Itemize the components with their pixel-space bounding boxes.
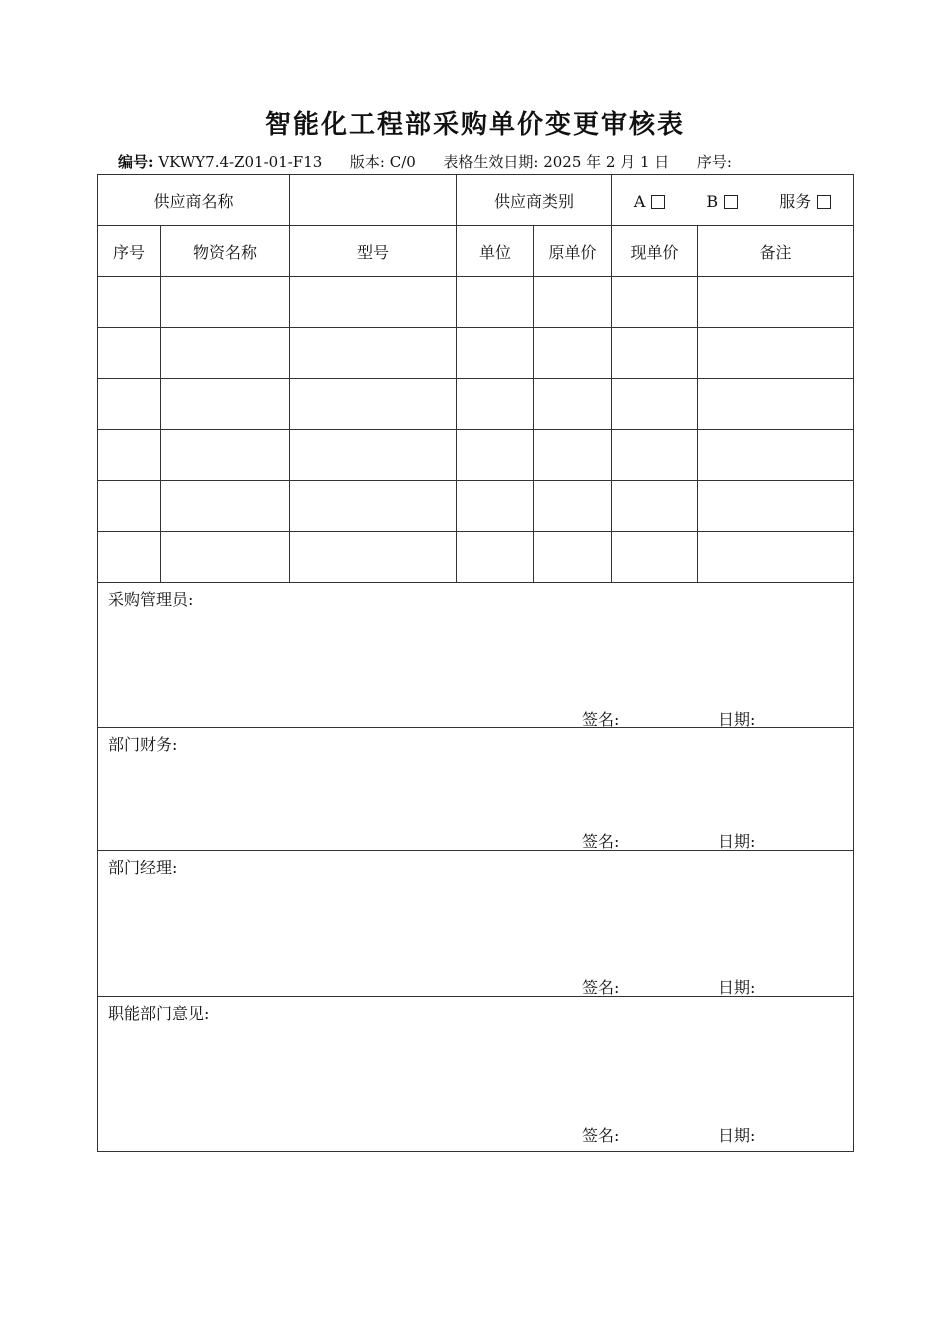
cell[interactable] xyxy=(534,430,612,481)
cell[interactable] xyxy=(612,532,698,583)
table-row xyxy=(98,481,854,532)
cell[interactable] xyxy=(698,481,854,532)
cell[interactable] xyxy=(698,379,854,430)
approval-table xyxy=(97,174,854,1152)
code-value: VKWY7.4-Z01-01-F13 xyxy=(158,153,323,171)
form-meta-line xyxy=(118,151,732,172)
cell[interactable] xyxy=(290,379,457,430)
cell[interactable] xyxy=(612,379,698,430)
section-functional-dept xyxy=(98,997,854,1152)
col-header-model: 型号 xyxy=(290,226,457,277)
version-label: 版本: xyxy=(349,153,385,171)
cell[interactable] xyxy=(161,277,290,328)
date-label: 日期: xyxy=(718,710,756,729)
signature-label: 签名: xyxy=(582,978,620,997)
cell[interactable] xyxy=(290,430,457,481)
cell[interactable] xyxy=(698,277,854,328)
effective-date-label: 表格生效日期: xyxy=(443,153,539,171)
cell[interactable] xyxy=(290,277,457,328)
section-cell[interactable] xyxy=(98,728,854,851)
code-label: 编号: xyxy=(118,153,154,171)
cell[interactable] xyxy=(98,379,161,430)
cell[interactable] xyxy=(612,277,698,328)
cell[interactable] xyxy=(457,430,534,481)
cell[interactable] xyxy=(161,430,290,481)
cell[interactable] xyxy=(698,532,854,583)
cell[interactable] xyxy=(612,430,698,481)
col-header-remark: 备注 xyxy=(698,226,854,277)
section-label: 职能部门意见: xyxy=(108,1004,210,1023)
cell[interactable] xyxy=(290,532,457,583)
cell[interactable] xyxy=(612,328,698,379)
table-row xyxy=(98,277,854,328)
col-header-serial: 序号 xyxy=(98,226,161,277)
supplier-type-label: 供应商类别 xyxy=(457,175,612,226)
section-cell[interactable] xyxy=(98,997,854,1152)
checkbox-icon[interactable] xyxy=(817,195,831,209)
col-header-material: 物资名称 xyxy=(161,226,290,277)
cell[interactable] xyxy=(98,532,161,583)
table-row xyxy=(98,430,854,481)
cell[interactable] xyxy=(534,328,612,379)
section-dept-manager xyxy=(98,851,854,997)
signature-label: 签名: xyxy=(582,832,620,851)
cell[interactable] xyxy=(698,328,854,379)
signature-label: 签名: xyxy=(582,1126,620,1145)
table-row xyxy=(98,379,854,430)
cell[interactable] xyxy=(612,481,698,532)
supplier-type-options xyxy=(612,175,854,226)
section-dept-finance xyxy=(98,728,854,851)
serial-label: 序号: xyxy=(696,153,732,171)
section-label: 采购管理员: xyxy=(108,590,194,609)
col-header-old-price: 原单价 xyxy=(534,226,612,277)
form-title: 智能化工程部采购单价变更审核表 xyxy=(264,110,685,140)
cell[interactable] xyxy=(98,481,161,532)
table-row xyxy=(98,328,854,379)
cell[interactable] xyxy=(534,277,612,328)
cell[interactable] xyxy=(98,430,161,481)
date-label: 日期: xyxy=(718,1126,756,1145)
cell[interactable] xyxy=(534,532,612,583)
table-row xyxy=(98,532,854,583)
cell[interactable] xyxy=(457,328,534,379)
checkbox-icon[interactable] xyxy=(651,195,665,209)
option-a[interactable]: A xyxy=(634,192,666,211)
section-purchasing-admin xyxy=(98,583,854,728)
section-label: 部门财务: xyxy=(108,735,178,754)
cell[interactable] xyxy=(98,328,161,379)
cell[interactable] xyxy=(161,532,290,583)
col-header-unit: 单位 xyxy=(457,226,534,277)
section-label: 部门经理: xyxy=(108,858,178,877)
cell[interactable] xyxy=(457,277,534,328)
col-header-new-price: 现单价 xyxy=(612,226,698,277)
cell[interactable] xyxy=(290,328,457,379)
checkbox-icon[interactable] xyxy=(724,195,738,209)
date-label: 日期: xyxy=(718,978,756,997)
cell[interactable] xyxy=(290,481,457,532)
signature-label: 签名: xyxy=(582,710,620,729)
cell[interactable] xyxy=(161,481,290,532)
cell[interactable] xyxy=(457,532,534,583)
version-value: C/0 xyxy=(389,153,416,171)
date-label: 日期: xyxy=(718,832,756,851)
option-service[interactable]: 服务 xyxy=(779,189,831,212)
supplier-name-field[interactable] xyxy=(290,175,457,226)
cell[interactable] xyxy=(161,328,290,379)
effective-date-value: 2025 年 2 月 1 日 xyxy=(543,153,670,171)
cell[interactable] xyxy=(457,481,534,532)
cell[interactable] xyxy=(534,379,612,430)
cell[interactable] xyxy=(161,379,290,430)
section-cell[interactable] xyxy=(98,583,854,728)
supplier-name-label: 供应商名称 xyxy=(98,175,290,226)
cell[interactable] xyxy=(698,430,854,481)
column-header-row xyxy=(98,226,854,277)
supplier-row xyxy=(98,175,854,226)
cell[interactable] xyxy=(98,277,161,328)
option-b[interactable]: B xyxy=(706,192,738,211)
cell[interactable] xyxy=(457,379,534,430)
cell[interactable] xyxy=(534,481,612,532)
section-cell[interactable] xyxy=(98,851,854,997)
